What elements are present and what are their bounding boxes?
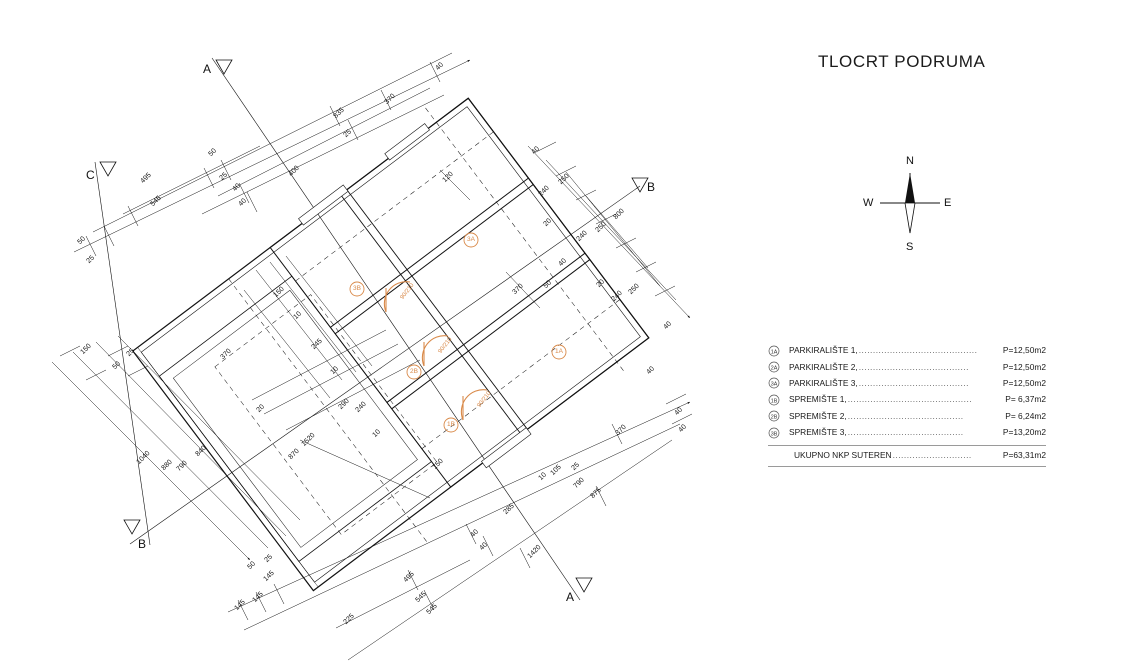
- dimension-label: 370: [511, 282, 525, 296]
- dimension-label: 145: [233, 598, 247, 612]
- dimension-label: 25: [85, 254, 96, 265]
- dimension-label: 240: [575, 229, 589, 243]
- legend-total-area: P=63,31m2: [1002, 450, 1046, 461]
- page-title: TLOCRT PODRUMA: [818, 52, 986, 71]
- svg-text:2A: 2A: [770, 365, 778, 372]
- dimension-label: 50: [76, 235, 87, 246]
- dimension-label: 40: [677, 423, 688, 434]
- dimension-label: 875: [589, 486, 603, 500]
- dimension-label: 495: [139, 171, 153, 185]
- legend-leader-dots: .......................................: [858, 361, 969, 372]
- legend-item-area: P= 6,24m2: [1005, 410, 1046, 421]
- section-lines: [95, 58, 640, 600]
- dimension-label: 495: [402, 570, 416, 584]
- dimension-label: 240: [354, 400, 368, 414]
- section-mark-letter: A: [203, 62, 212, 76]
- dimension-label: 120: [441, 170, 455, 184]
- legend-leader-dots: .........................................: [847, 410, 964, 421]
- dimension-label: 400: [287, 164, 301, 178]
- compass-south-label: S: [906, 241, 914, 253]
- dimension-label: 40: [645, 365, 656, 376]
- compass-north-label: N: [906, 155, 914, 167]
- dimension-label: 25: [263, 553, 274, 564]
- dimension-label: 40: [478, 541, 489, 552]
- legend-tag-icon: [768, 410, 784, 421]
- legend-item-label: SPREMIŠTE 1,: [789, 394, 847, 405]
- dimension-label: 25: [218, 171, 229, 182]
- dimension-label: 10: [371, 428, 382, 439]
- svg-text:1B: 1B: [770, 398, 778, 405]
- dimension-label: 250: [594, 220, 608, 234]
- dimension-label: 40: [231, 182, 242, 193]
- legend-tag-icon: [768, 377, 784, 388]
- dimension-label: 40: [237, 197, 248, 208]
- legend-divider-bottom: [768, 466, 1046, 467]
- legend-row: [768, 358, 1046, 374]
- legend-item-label: SPREMIŠTE 2,: [789, 410, 847, 421]
- legend-row: [768, 408, 1046, 424]
- dimension-label: 790: [572, 476, 586, 490]
- dimension-label: 240: [537, 184, 551, 198]
- section-mark-letter: A: [566, 590, 575, 604]
- legend-item-label: PARKIRALIŠTE 3,: [789, 377, 858, 388]
- dimension-label: 25: [570, 461, 581, 472]
- compass-west-label: W: [863, 197, 874, 209]
- dimension-label: 545: [149, 194, 163, 208]
- svg-text:2B: 2B: [770, 414, 778, 421]
- legend-tag-icon: [768, 427, 784, 438]
- door-swing-symbols: [384, 282, 487, 420]
- legend-total-row: [768, 446, 1046, 464]
- dimension-label: 800: [612, 207, 626, 221]
- dimension-label: 545: [425, 602, 439, 616]
- compass-east-label: E: [944, 197, 952, 209]
- room-tag-1a: 1A: [555, 348, 563, 355]
- dimension-label: 790: [175, 459, 189, 473]
- door-dimension-label: 90/210: [399, 282, 416, 301]
- dimension-label: 150: [272, 285, 286, 299]
- legend-total-label: UKUPNO NKP SUTEREN: [794, 450, 892, 461]
- legend-tag-icon: [768, 394, 784, 405]
- legend-leader-dots: .........................................: [847, 427, 964, 438]
- dimension-label: 1040: [135, 450, 152, 466]
- legend-item-label: PARKIRALIŠTE 2,: [789, 361, 858, 372]
- legend-leader-dots: ..........................................: [858, 345, 978, 356]
- dimension-label: 150: [79, 342, 93, 356]
- legend-item-label: PARKIRALIŠTE 1,: [789, 345, 858, 356]
- dimension-label: 145: [262, 569, 276, 583]
- area-legend: [768, 342, 1046, 467]
- dimension-label: 10: [537, 471, 548, 482]
- section-mark-letter: B: [138, 537, 147, 551]
- door-dimension-label: 90/210: [476, 390, 493, 409]
- dimension-label: 20: [542, 217, 553, 228]
- legend-item-area: P=12,50m2: [1002, 345, 1046, 356]
- svg-text:3A: 3A: [770, 381, 778, 388]
- dimension-label: 240: [610, 289, 624, 303]
- dimension-label: 290: [337, 397, 351, 411]
- legend-leader-dots: ............................................: [847, 394, 973, 405]
- legend-item-area: P=12,50m2: [1002, 361, 1046, 372]
- dimension-label: 245: [310, 337, 324, 351]
- room-tag-3a: 3A: [467, 236, 475, 243]
- dimension-label: 40: [530, 145, 541, 156]
- dimension-label: 40: [673, 406, 684, 417]
- dimension-label: 25: [125, 347, 136, 358]
- dimension-label: 105: [549, 463, 563, 477]
- dimension-label: 40: [557, 257, 568, 268]
- section-mark-letter: C: [86, 168, 95, 182]
- room-tag-3b: 3B: [353, 285, 361, 292]
- dimension-label: 835: [332, 106, 346, 120]
- legend-row: [768, 391, 1046, 407]
- dimension-label: 50: [542, 279, 553, 290]
- dimension-label: 10: [292, 310, 303, 321]
- svg-text:3B: 3B: [770, 431, 778, 438]
- dimension-lines-upper-right: [528, 142, 690, 318]
- door-dimension-label: 90/210: [437, 336, 454, 355]
- legend-row: [768, 375, 1046, 391]
- legend-leader-dots: .......................................: [858, 377, 969, 388]
- legend-item-area: P=13,20m2: [1002, 427, 1046, 438]
- legend-row: [768, 424, 1046, 440]
- dimension-label: 40: [662, 320, 673, 331]
- dimension-label: 1520: [300, 432, 317, 448]
- legend-tag-icon: [768, 361, 784, 372]
- dimension-label: 545: [414, 590, 428, 604]
- dimension-label: 370: [614, 423, 628, 437]
- legend-tag-icon: [768, 345, 784, 356]
- dimension-label: 40: [434, 61, 445, 72]
- dimension-label: 20: [255, 403, 266, 414]
- dimension-label: 25: [342, 128, 353, 139]
- svg-text:1A: 1A: [770, 349, 778, 356]
- dimension-lines-left: [52, 336, 300, 560]
- dimension-label: 150: [431, 457, 445, 471]
- legend-total-dots: ............................: [892, 450, 972, 461]
- dimension-label: 285: [502, 502, 516, 516]
- room-tag-2b: 2B: [410, 368, 418, 375]
- dimension-label: 145: [251, 590, 265, 604]
- legend-item-label: SPREMIŠTE 3,: [789, 427, 847, 438]
- legend-item-area: P=12,50m2: [1002, 377, 1046, 388]
- legend-item-area: P= 6,37m2: [1005, 394, 1046, 405]
- dimension-label: 1420: [526, 544, 543, 560]
- dimension-lines-upper-left: [74, 53, 470, 256]
- dimension-label: 50: [111, 360, 122, 371]
- room-tag-circles: [350, 233, 566, 432]
- dimension-label: 50: [207, 147, 218, 158]
- dimension-label: 20: [595, 278, 606, 289]
- section-mark-letter: B: [647, 180, 656, 194]
- compass-rose: [858, 155, 962, 260]
- dimension-lines-inner: [244, 170, 540, 498]
- dimension-label: 370: [219, 347, 233, 361]
- dimension-label: 880: [160, 458, 174, 472]
- dimension-label: 840: [194, 444, 208, 458]
- dimension-label: 250: [557, 172, 571, 186]
- room-tag-1b: 1B: [447, 421, 455, 428]
- dimension-label: 370: [383, 92, 397, 106]
- dimension-label: 50: [246, 560, 257, 571]
- dimension-label: 250: [627, 282, 641, 296]
- dimension-label: 10: [329, 365, 340, 376]
- dimension-label: 225: [342, 612, 356, 626]
- legend-row: [768, 342, 1046, 358]
- dimension-label: 870: [287, 447, 301, 461]
- dimension-label: 40: [469, 528, 480, 539]
